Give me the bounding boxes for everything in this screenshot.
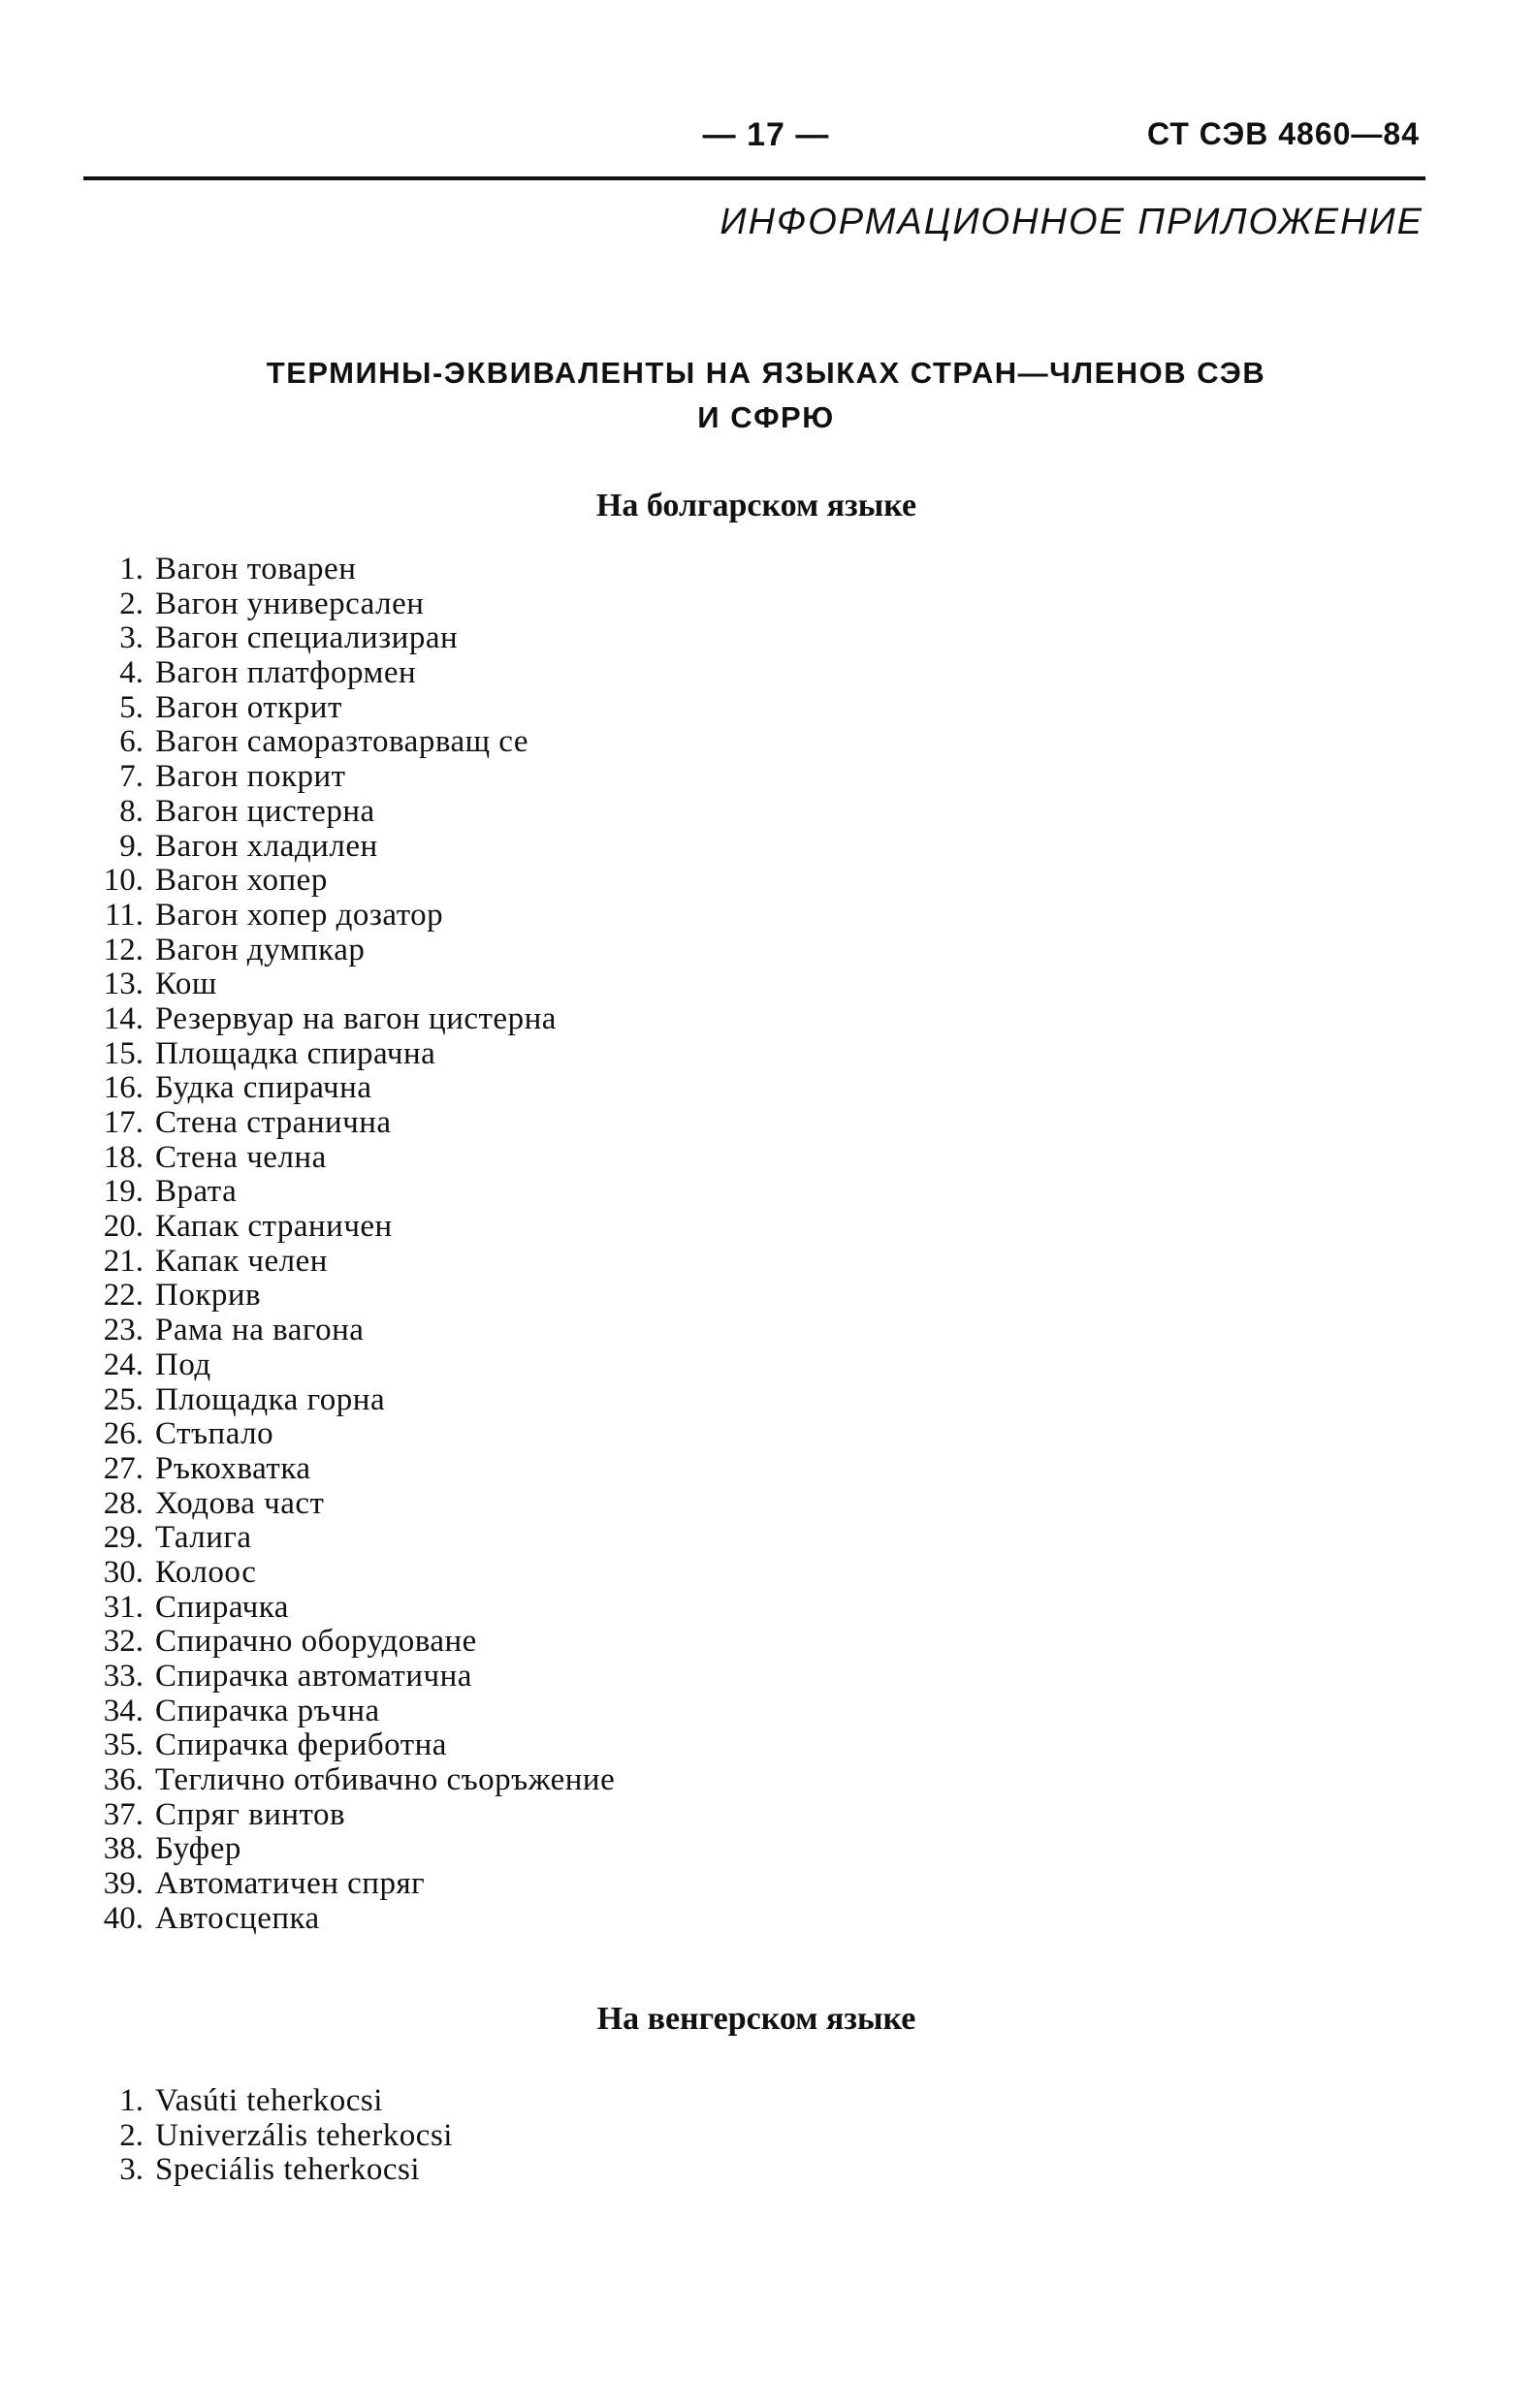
term-text: Вагон платформен (155, 655, 417, 691)
term-item (78, 1556, 615, 1591)
term-item (78, 1591, 615, 1626)
term-text: Площадка горна (155, 1381, 386, 1417)
term-number: 9. (119, 828, 144, 864)
term-text: Ръкохватка (155, 1450, 311, 1486)
term-number: 38. (103, 1831, 144, 1867)
term-item (78, 1625, 615, 1660)
term-text: Ходова част (155, 1485, 325, 1521)
term-number: 20. (103, 1209, 144, 1245)
term-text: Вагон специализиран (155, 620, 459, 656)
section-title-line-1: ТЕРМИНЫ-ЭКВИВАЛЕНТЫ НА ЯЗЫКАХ СТРАН—ЧЛЕНОВ СЭВ (266, 356, 1266, 390)
term-item (78, 1417, 615, 1452)
term-number: 22. (103, 1278, 144, 1314)
term-text: Колоос (155, 1554, 257, 1590)
term-item (78, 1348, 615, 1383)
term-number: 31. (103, 1589, 144, 1625)
term-number: 29. (103, 1520, 144, 1556)
term-number: 25. (103, 1381, 144, 1417)
term-item (78, 1798, 615, 1833)
term-text: Вагон хладилен (155, 828, 378, 864)
term-text: Вагон саморазтоварващ се (155, 724, 528, 760)
term-item (78, 967, 615, 1002)
term-item (78, 1487, 615, 1522)
appendix-label: ИНФОРМАЦИОННОЕ ПРИЛОЖЕНИЕ (720, 202, 1424, 242)
term-number: 36. (103, 1762, 144, 1798)
term-item (78, 587, 615, 622)
term-item (78, 1660, 615, 1695)
term-text: Покрив (155, 1278, 262, 1314)
term-item (78, 725, 615, 760)
term-text: Спирачка автоматична (155, 1659, 472, 1694)
term-text: Спирачка ръчна (155, 1693, 380, 1728)
term-item (78, 864, 615, 899)
term-item (78, 1867, 615, 1902)
term-item (78, 1763, 615, 1798)
term-item (78, 1279, 615, 1314)
term-item (78, 656, 615, 691)
term-text: Вагон цистерна (155, 793, 375, 829)
term-item (78, 1141, 615, 1176)
term-item (78, 1175, 615, 1210)
term-number: 16. (103, 1070, 144, 1106)
term-text: Буфер (155, 1831, 241, 1867)
term-item (78, 1452, 615, 1487)
term-text: Стена странична (155, 1105, 392, 1140)
term-item (78, 553, 615, 587)
term-number: 19. (103, 1174, 144, 1210)
term-number: 12. (103, 932, 144, 967)
term-text: Вагон хопер дозатор (155, 897, 444, 933)
term-text: Врата (155, 1174, 238, 1210)
term-text: Вагон хопер (155, 863, 328, 899)
term-number: 5. (119, 689, 144, 725)
term-text: Капак страничен (155, 1209, 393, 1245)
term-item (78, 1245, 615, 1280)
term-number: 2. (119, 2117, 144, 2153)
document-code: СТ СЭВ 4860—84 (1147, 116, 1420, 151)
term-item (78, 1106, 615, 1141)
term-number: 1. (119, 2083, 144, 2118)
term-text: Вагон покрит (155, 759, 346, 795)
term-text: Спирачно оборудоване (155, 1624, 477, 1660)
term-text: Стъпало (155, 1416, 274, 1452)
term-item (78, 1728, 615, 1763)
term-number: 4. (119, 655, 144, 691)
term-number: 8. (119, 793, 144, 829)
term-item (78, 1695, 615, 1729)
term-item (78, 830, 615, 865)
term-number: 24. (103, 1347, 144, 1382)
term-text: Univerzális teherkocsi (155, 2117, 453, 2153)
term-text: Резервуар на вагон цистерна (155, 1000, 557, 1036)
term-number: 39. (103, 1866, 144, 1902)
term-text: Вагон товарен (155, 552, 357, 586)
term-item (78, 1037, 615, 1072)
term-number: 2. (119, 586, 144, 621)
term-number: 28. (103, 1485, 144, 1521)
bulgarian-heading: На болгарском языке (595, 488, 917, 523)
term-text: Вагон универсален (155, 586, 425, 621)
term-text: Рама на вагона (155, 1313, 365, 1348)
term-number: 21. (103, 1243, 144, 1279)
term-item (78, 2153, 453, 2188)
term-text: Капак челен (155, 1243, 328, 1279)
term-item (78, 760, 615, 795)
term-item (78, 1210, 615, 1245)
term-number: 40. (103, 1900, 144, 1936)
term-item (78, 1521, 615, 1556)
term-number: 23. (103, 1313, 144, 1348)
term-number: 33. (103, 1659, 144, 1694)
term-item (78, 621, 615, 656)
term-number: 3. (119, 2152, 144, 2188)
term-number: 6. (119, 724, 144, 760)
bulgarian-term-list (78, 553, 615, 1937)
term-number: 15. (103, 1035, 144, 1071)
term-number: 11. (104, 897, 144, 933)
term-item (78, 1002, 615, 1037)
term-text: Спирачка фериботна (155, 1727, 447, 1763)
term-text: Талига (155, 1520, 252, 1556)
term-item (78, 691, 615, 726)
term-item (78, 899, 615, 934)
term-number: 14. (103, 1000, 144, 1036)
hungarian-heading: На венгерском языке (596, 2001, 916, 2037)
section-title-line-2: И СФРЮ (697, 400, 835, 434)
term-text: Вагон думпкар (155, 932, 366, 967)
term-text: Спряг винтов (155, 1796, 346, 1832)
term-text: Площадка спирачна (155, 1035, 436, 1071)
term-number: 13. (103, 966, 144, 1002)
term-number: 32. (103, 1624, 144, 1660)
term-item (78, 1832, 615, 1867)
term-item (78, 1071, 615, 1106)
term-number: 18. (103, 1139, 144, 1175)
term-text: Теглично отбивачно съоръжение (155, 1762, 616, 1798)
term-number: 35. (103, 1727, 144, 1763)
term-text: Vasúti teherkocsi (155, 2083, 383, 2118)
term-text: Будка спирачна (155, 1070, 372, 1106)
term-text: Под (155, 1347, 211, 1382)
term-number: 34. (103, 1693, 144, 1728)
term-text: Автоматичен спряг (155, 1866, 426, 1902)
header-rule (83, 176, 1425, 180)
term-text: Стена челна (155, 1139, 327, 1175)
term-text: Спирачка (155, 1589, 289, 1625)
page-number: — 17 — (702, 116, 830, 153)
hungarian-term-list (78, 2084, 453, 2188)
term-number: 17. (103, 1105, 144, 1140)
section-title (194, 351, 1338, 440)
term-item (78, 1383, 615, 1418)
term-text: Кош (155, 966, 217, 1002)
term-item (78, 2119, 453, 2154)
term-number: 7. (119, 759, 144, 795)
term-number: 27. (103, 1450, 144, 1486)
term-item (78, 1314, 615, 1348)
term-item (78, 1902, 615, 1937)
term-number: 26. (103, 1416, 144, 1452)
term-text: Вагон открит (155, 689, 342, 725)
term-item (78, 2084, 453, 2119)
term-number: 10. (103, 863, 144, 899)
term-number: 37. (103, 1796, 144, 1832)
term-item (78, 795, 615, 830)
term-number: 30. (103, 1554, 144, 1590)
term-number: 1. (119, 552, 144, 586)
term-number: 3. (119, 620, 144, 656)
term-text: Speciális teherkocsi (155, 2152, 421, 2188)
term-text: Автосцепка (155, 1900, 320, 1936)
term-item (78, 934, 615, 968)
